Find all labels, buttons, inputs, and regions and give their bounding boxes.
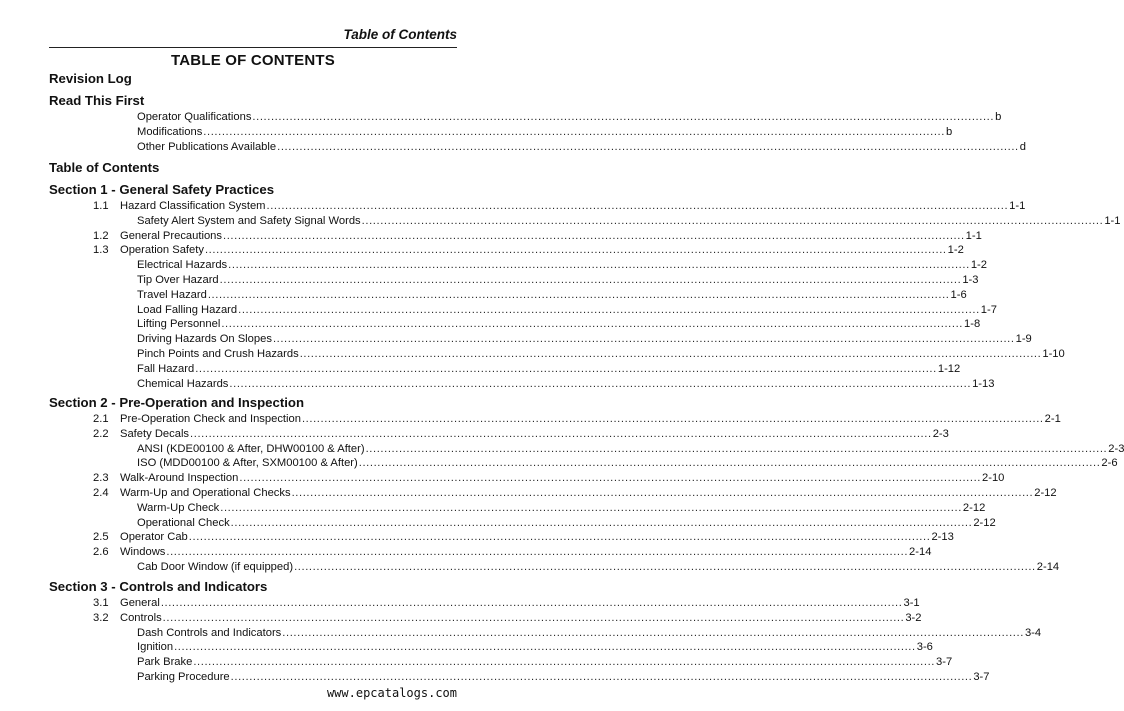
toc-entry-page: 1-1 — [965, 229, 982, 242]
toc-entry-title: ANSI (KDE00100 & After, DHW00100 & After) — [137, 442, 365, 455]
toc-entry-title: Modifications — [137, 126, 203, 138]
toc-entry-title: Electrical Hazards — [137, 259, 228, 272]
toc-entry — [93, 243, 964, 257]
toc-entry-page: b — [995, 111, 1002, 123]
toc-entry-page: 1-2 — [970, 259, 987, 272]
dot-leader: ........................................................................................................................................................................................................ — [299, 348, 1042, 360]
toc-entry-title: Operational Check — [137, 516, 230, 529]
toc-entry-page: 1-9 — [1015, 333, 1032, 346]
dot-leader: ........................................................................................................................................................................................................ — [238, 303, 980, 316]
toc-entry-number: 2.2 — [93, 427, 109, 440]
toc-entry-title: Safety Decals — [120, 427, 190, 440]
dot-leader: ........................................................................................................................................................................................................ — [229, 377, 972, 390]
toc-entry-page: 1-8 — [964, 318, 981, 331]
watermark-text: www.epcatalogs.com — [326, 686, 457, 700]
toc-entry-title: Ignition — [137, 641, 174, 654]
toc-entry-page: 2-3 — [932, 427, 949, 440]
heading-section-2: Section 2 - Pre-Operation and Inspection — [49, 395, 304, 410]
toc-entry-title: Warm-Up and Operational Checks — [120, 487, 291, 499]
dot-leader: ........................................................................................................................................................................................................ — [195, 362, 937, 375]
toc-entry-title: ISO (MDD00100 & After, SXM00100 & After) — [137, 457, 358, 470]
toc-entry-page: 2-3 — [1108, 442, 1124, 455]
toc-entry-number: 2.4 — [93, 487, 109, 499]
toc-entry-page: 2-14 — [1036, 561, 1060, 573]
toc-entry — [93, 596, 920, 610]
toc-entry — [137, 110, 1002, 124]
dot-leader: ........................................................................................................................................................................................................ — [228, 259, 970, 272]
toc-entry-page: 3-2 — [905, 611, 922, 624]
toc-entry-title: Driving Hazards On Slopes — [137, 333, 272, 346]
toc-entry-number: 2.3 — [93, 472, 109, 485]
running-title: Table of Contents — [343, 27, 457, 42]
dot-leader: ........................................................................................................................................................................................................ — [219, 274, 962, 286]
toc-entry-title: Windows — [120, 546, 166, 559]
dot-leader: ........................................................................................................................................................................................................ — [230, 516, 973, 529]
toc-entry-title: Cab Door Window (if equipped) — [137, 561, 294, 573]
toc-entry — [93, 427, 949, 441]
toc-entry-page: 2-1 — [1044, 413, 1061, 425]
toc-entry-title: Fall Hazard — [137, 362, 195, 375]
toc-entry — [137, 516, 996, 530]
toc-entry-number: 1.2 — [93, 229, 109, 242]
toc-entry-number: 2.5 — [93, 531, 109, 544]
dot-leader: ........................................................................................................................................................................................................ — [294, 561, 1036, 573]
toc-entry-title: Pre-Operation Check and Inspection — [120, 413, 301, 425]
toc-entry-title: Chemical Hazards — [137, 377, 229, 390]
toc-entry — [93, 486, 1057, 500]
toc-entry — [93, 412, 1061, 426]
toc-entry — [137, 214, 1121, 228]
toc-entry-title: Parking Procedure — [137, 671, 230, 683]
toc-entry-page: 3-4 — [1024, 626, 1042, 639]
toc-entry — [137, 442, 1124, 456]
toc-entry — [93, 471, 1005, 485]
toc-entry-page: 1-1 — [1009, 200, 1026, 212]
dot-leader: ........................................................................................................................................................................................................ — [207, 288, 950, 301]
toc-entry-title: General Precautions — [120, 229, 222, 242]
dot-leader: ........................................................................................................................................................................................................ — [272, 333, 1015, 346]
toc-entry-page: 3-6 — [916, 641, 933, 654]
toc-entry-page: 1-13 — [972, 377, 995, 390]
dot-leader: ........................................................................................................................................................................................................ — [223, 229, 965, 242]
heading-table-of-contents: Table of Contents — [49, 160, 160, 175]
toc-entry — [137, 303, 997, 317]
dot-leader: ........................................................................................................................................................................................................ — [174, 641, 916, 654]
toc-entry-page: 3-1 — [903, 597, 920, 609]
toc-entry — [137, 273, 979, 287]
toc-entry-page: 3-7 — [973, 671, 990, 683]
toc-entry-title: Other Publications Available — [137, 141, 277, 153]
dot-leader: ........................................................................................................................................................................................................ — [358, 457, 1101, 470]
toc-entry — [137, 560, 1060, 574]
dot-leader: ........................................................................................................................................................................................................ — [239, 472, 982, 485]
toc-entry-title: Hazard Classification System — [120, 200, 266, 212]
toc-entry — [137, 125, 953, 139]
toc-entry-title: Pinch Points and Crush Hazards — [137, 348, 299, 360]
toc-entry — [137, 288, 967, 302]
toc-entry — [137, 140, 1026, 154]
toc-entry — [137, 655, 953, 669]
dot-leader: ........................................................................................................................................................................................................ — [160, 597, 903, 609]
toc-entry-page: 1-3 — [962, 274, 979, 286]
toc-entry-number: 3.2 — [93, 611, 109, 624]
toc-entry — [137, 501, 986, 515]
toc-entry — [137, 332, 1032, 346]
toc-entry-number: 1.3 — [93, 244, 109, 257]
toc-entry-title: Operator Qualifications — [137, 111, 252, 123]
toc-entry-page: 2-10 — [982, 472, 1005, 485]
toc-entry-title: Lifting Personnel — [137, 318, 221, 331]
toc-entry — [93, 545, 932, 559]
toc-entry — [137, 347, 1065, 361]
toc-entry — [137, 377, 995, 391]
toc-entry-page: 2-12 — [973, 516, 996, 529]
dot-leader: ........................................................................................................................................................................................................ — [190, 427, 932, 440]
toc-entry-page: 1-1 — [1104, 214, 1121, 227]
dot-leader: ........................................................................................................................................................................................................ — [301, 413, 1044, 425]
toc-entry-page: d — [1019, 141, 1026, 153]
toc-entry-title: General — [120, 597, 160, 609]
heading-revision-log: Revision Log — [49, 71, 132, 86]
toc-entry — [93, 611, 922, 625]
toc-entry-number: 2.6 — [93, 546, 109, 559]
toc-entry — [137, 258, 987, 272]
toc-entry — [137, 670, 990, 684]
dot-leader: ........................................................................................................................................................................................................ — [252, 111, 995, 123]
toc-entry-title: Walk-Around Inspection — [120, 472, 239, 485]
toc-entry — [137, 626, 1042, 640]
toc-entry-page: 1-10 — [1042, 348, 1065, 360]
toc-entry-page: 2-14 — [909, 546, 932, 559]
toc-entry-page: b — [945, 126, 953, 138]
toc-entry-page: 1-7 — [980, 303, 997, 316]
toc-entry-title: Park Brake — [137, 656, 193, 669]
toc-entry-page: 2-6 — [1101, 457, 1118, 470]
dot-leader: ........................................................................................................................................................................................................ — [166, 546, 909, 559]
heading-section-3: Section 3 - Controls and Indicators — [49, 579, 268, 594]
heading-read-this-first: Read This First — [49, 93, 145, 108]
dot-leader: ........................................................................................................................................................................................................ — [291, 487, 1034, 499]
toc-entry-page: 2-12 — [1034, 487, 1057, 499]
toc-entry-page: 1-2 — [947, 244, 964, 257]
toc-entry-page: 3-7 — [936, 656, 953, 669]
toc-entry-number: 3.1 — [93, 597, 109, 609]
dot-leader: ........................................................................................................................................................................................................ — [221, 318, 963, 331]
toc-entry — [137, 317, 981, 331]
dot-leader: ........................................................................................................................................................................................................ — [162, 611, 905, 624]
dot-leader: ........................................................................................................................................................................................................ — [282, 626, 1024, 639]
toc-entry-number: 1.1 — [93, 200, 109, 212]
toc-entry-page: 1-12 — [937, 362, 961, 375]
toc-entry-title: Operation Safety — [120, 244, 204, 257]
dot-leader: ........................................................................................................................................................................................................ — [230, 671, 973, 683]
toc-entry-title: Load Falling Hazard — [137, 303, 238, 316]
toc-entry-page: 1-6 — [950, 288, 967, 301]
toc-entry-number: 2.1 — [93, 413, 109, 425]
dot-leader: ........................................................................................................................................................................................................ — [193, 656, 935, 669]
dot-leader: ........................................................................................................................................................................................................ — [361, 214, 1104, 227]
toc-entry-page: 2-13 — [931, 531, 954, 544]
toc-entry — [93, 530, 954, 544]
heading-section-1: Section 1 - General Safety Practices — [49, 182, 275, 197]
toc-entry-title: Tip Over Hazard — [137, 274, 219, 286]
toc-entry — [93, 199, 1026, 213]
dot-leader: ........................................................................................................................................................................................................ — [188, 531, 931, 544]
dot-leader: ........................................................................................................................................................................................................ — [266, 200, 1009, 212]
dot-leader: ........................................................................................................................................................................................................ — [365, 442, 1108, 455]
toc-entry-title: Safety Alert System and Safety Signal Words — [137, 214, 361, 227]
toc-entry — [137, 456, 1118, 470]
toc-entry-page: 2-12 — [962, 501, 986, 514]
page-title: TABLE OF CONTENTS — [171, 52, 335, 69]
dot-leader: ........................................................................................................................................................................................................ — [220, 501, 962, 514]
toc-entry — [137, 362, 961, 376]
toc-entry-title: Controls — [120, 611, 162, 624]
toc-entry-title: Dash Controls and Indicators — [137, 626, 282, 639]
toc-entry — [93, 229, 982, 243]
toc-entry-title: Operator Cab — [120, 531, 188, 544]
dot-leader: ........................................................................................................................................................................................................ — [277, 141, 1019, 153]
dot-leader: ........................................................................................................................................................................................................ — [204, 244, 947, 257]
toc-entry-title: Warm-Up Check — [137, 501, 220, 514]
toc-entry-title: Travel Hazard — [137, 288, 207, 301]
dot-leader: ........................................................................................................................................................................................................ — [203, 126, 945, 138]
page-header — [49, 27, 457, 48]
toc-entry — [137, 640, 933, 654]
